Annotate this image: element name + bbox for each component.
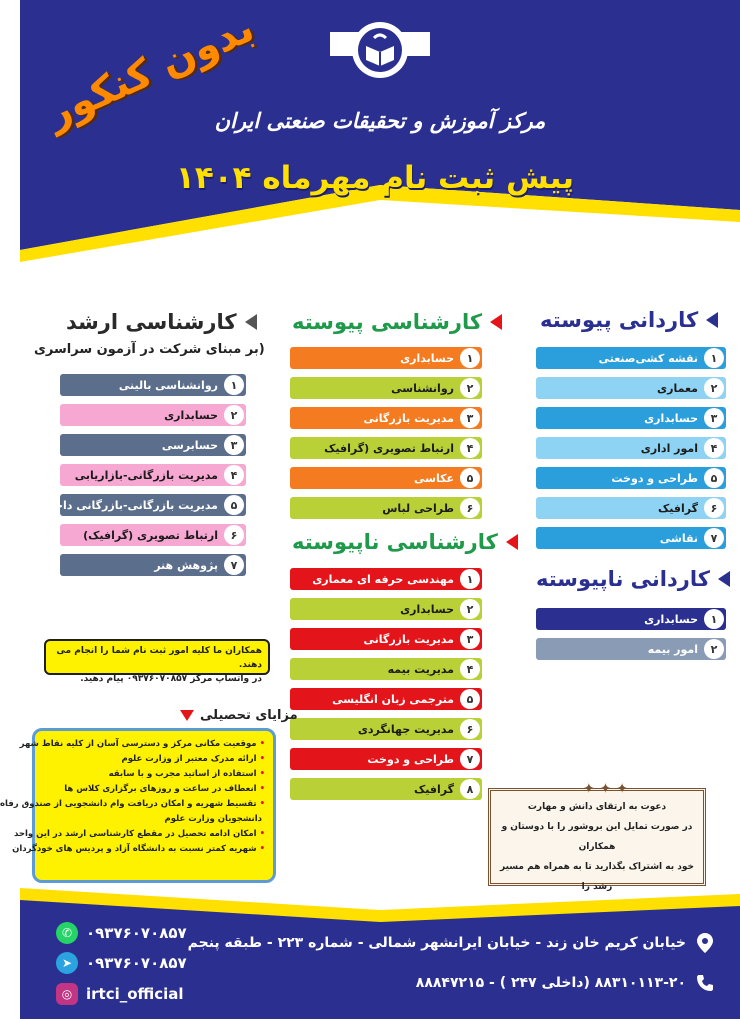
item-number: ۳ (224, 435, 244, 455)
org-name: مرکز آموزش و تحقیقات صنعتی ایران (214, 108, 546, 133)
item-number: ۶ (460, 719, 480, 739)
list-kardani-napeyvasteh (536, 608, 726, 668)
section-title-arshad: کارشناسی ارشد (66, 310, 257, 334)
phone-numbers: ۸۸۳۱۰۱۱۳-۲۰ (داخلی ۲۴۷ ) - ۸۸۸۴۷۲۱۵ (415, 975, 686, 991)
section-title-kardani-peyvasteh: کاردانی پیوسته (540, 308, 718, 332)
item-label: مدیریت بازرگانی-بازاریابی (74, 468, 218, 482)
list-item (536, 608, 726, 630)
item-number: ۸ (460, 779, 480, 799)
location-icon (694, 932, 716, 954)
item-label: طراحی و دوخت (611, 471, 698, 485)
item-label: مدیریت بازرگانی-بازرگانی داخلی (39, 498, 218, 512)
instagram-row[interactable] (56, 983, 184, 1005)
item-number: ۳ (704, 408, 724, 428)
list-item (290, 748, 482, 770)
item-label: امور اداری (640, 441, 698, 455)
item-label: مترجمی زبان انگلیسی (332, 692, 454, 706)
item-number: ۲ (704, 378, 724, 398)
triangle-icon (245, 314, 257, 330)
item-label: گرافیک (414, 782, 454, 796)
item-label: مهندسی حرفه ای معماری (312, 572, 454, 586)
item-number: ۱ (224, 375, 244, 395)
item-number: ۴ (460, 659, 480, 679)
item-number: ۶ (460, 498, 480, 518)
list-item (536, 467, 726, 489)
item-number: ۲ (460, 599, 480, 619)
list-item (536, 638, 726, 660)
address-row (188, 932, 716, 954)
bullet-icon: • (259, 739, 265, 749)
item-label: نقاشی (659, 531, 698, 545)
item-label: طراحی لباس (382, 501, 454, 515)
telegram-row[interactable] (56, 952, 187, 974)
list-item (60, 404, 246, 426)
bullet-icon: • (259, 769, 265, 779)
list-item (60, 524, 246, 546)
item-number: ۴ (460, 438, 480, 458)
list-item (290, 467, 482, 489)
item-label: مدیریت بیمه (387, 662, 454, 676)
item-number: ۳ (460, 629, 480, 649)
item-label: حسابداری (644, 612, 698, 626)
item-label: امور بیمه (647, 642, 698, 656)
bullet-icon: • (259, 784, 265, 794)
benefit-item: •موقعیت مکانی مرکز و دسترسی آسان از کلیه نقاط شهر (19, 739, 265, 749)
list-item (536, 497, 726, 519)
whatsapp-row[interactable] (56, 922, 187, 944)
item-label: حسابداری (400, 351, 454, 365)
list-item (290, 377, 482, 399)
list-item (290, 688, 482, 710)
item-label: حسابداری (400, 602, 454, 616)
item-label: مدیریت جهانگردی (357, 722, 454, 736)
center-logo-icon (330, 20, 430, 82)
item-number: ۱ (704, 609, 724, 629)
item-label: ارتباط تصویری (گرافیک) (83, 528, 218, 542)
bullet-icon: • (259, 829, 265, 839)
list-item (290, 598, 482, 620)
list-karshenasi-napeyvasteh (290, 568, 482, 808)
item-label: گرافیک (658, 501, 698, 515)
list-arshad (39, 374, 246, 584)
invite-box: ✦ ✦ ✦ دعوت به ارتقای دانش و مهارت در صورت تمایل این بروشور را با دوستان و همکاران خود به اشتراک بگذارید تا به همراه هم مسیر رشد را (488, 788, 706, 886)
item-number: ۵ (224, 495, 244, 515)
item-number: ۶ (224, 525, 244, 545)
triangle-icon (718, 571, 730, 587)
whatsapp-notice: همکاران ما کلیه امور ثبت نام شما را انجام می دهند. در واتساپ مرکز ۰۹۳۷۶۰۷۰۸۵۷ پیام دهید. (44, 639, 270, 675)
item-label: عکاسی (414, 471, 454, 485)
section-title-karshenasi-napeyvasteh: کارشناسی ناپیوسته (292, 530, 518, 554)
item-label: حسابرسی (161, 438, 218, 452)
list-item (60, 464, 246, 486)
list-item (290, 497, 482, 519)
benefit-item: •تقسیط شهریه و امکان دریافت وام دانشجویی از صندوق رفاه (0, 799, 265, 809)
address-text: خیابان کریم خان زند - خیابان ایرانشهر شمالی - شماره ۲۲۳ - طبقه پنجم (187, 935, 686, 951)
list-item (60, 554, 246, 576)
list-item (290, 658, 482, 680)
phone-row (416, 972, 716, 994)
whatsapp-icon: ✆ (56, 922, 78, 944)
bullet-icon: • (259, 844, 265, 854)
list-item (290, 407, 482, 429)
item-number: ۳ (460, 408, 480, 428)
list-item (536, 407, 726, 429)
list-item (290, 437, 482, 459)
item-number: ۲ (224, 405, 244, 425)
item-number: ۱ (460, 348, 480, 368)
item-label: حسابداری (644, 411, 698, 425)
list-item (290, 628, 482, 650)
list-item (290, 778, 482, 800)
item-number: ۴ (704, 438, 724, 458)
item-number: ۷ (704, 528, 724, 548)
item-label: نقشه کشی‌صنعتی (598, 351, 698, 365)
benefits-box (0, 728, 276, 883)
telegram-number: ۰۹۳۷۶۰۷۰۸۵۷ (86, 954, 187, 972)
section-title-kardani-napeyvasteh: کاردانی ناپیوسته (536, 567, 730, 591)
whatsapp-number: ۰۹۳۷۶۰۷۰۸۵۷ (86, 924, 187, 942)
list-item (290, 568, 482, 590)
list-item (39, 494, 246, 516)
item-number: ۵ (704, 468, 724, 488)
item-label: طراحی و دوخت (367, 752, 454, 766)
instagram-handle: irtci_official (86, 985, 184, 1003)
item-number: ۴ (224, 465, 244, 485)
item-label: مدیریت بازرگانی (363, 632, 454, 646)
triangle-icon (506, 534, 518, 550)
telegram-icon: ➤ (56, 952, 78, 974)
item-label: روانشناسی (391, 381, 454, 395)
benefit-item: •انعطاف در ساعت و روزهای برگزاری کلاس ها (64, 784, 265, 794)
item-label: معماری (657, 381, 698, 395)
arshad-note: (بر مبنای شرکت در آزمون سراسری (34, 342, 265, 357)
instagram-icon: ◎ (56, 983, 78, 1005)
triangle-icon (706, 312, 718, 328)
item-number: ۶ (704, 498, 724, 518)
benefit-item: دانشجویان وزارت علوم (164, 814, 262, 824)
no-exam-stamp: بدون کنکور (39, 4, 261, 138)
page-title: پیش ثبت نام مهرماه ۱۴۰۴ (175, 160, 575, 196)
list-item (536, 347, 726, 369)
list-karshenasi-peyvasteh (290, 347, 482, 527)
list-item (536, 377, 726, 399)
item-number: ۵ (460, 468, 480, 488)
benefits-title: مزایای تحصیلی (180, 708, 298, 723)
ornament-icon: ✦ ✦ ✦ (583, 781, 628, 797)
item-number: ۷ (460, 749, 480, 769)
list-item (536, 527, 726, 549)
item-label: ارتباط تصویری (گرافیک (324, 441, 454, 455)
item-label: مدیریت بازرگانی (363, 411, 454, 425)
item-number: ۱ (460, 569, 480, 589)
item-label: پژوهش هنر (154, 558, 218, 572)
benefit-item: •استفاده از اساتید مجرب و با سابقه (108, 769, 265, 779)
bullet-icon: • (259, 754, 265, 764)
item-label: حسابداری (164, 408, 218, 422)
item-label: روانشناسی بالینی (118, 378, 218, 392)
list-item (290, 347, 482, 369)
section-title-karshenasi-peyvasteh: کارشناسی پیوسته (292, 310, 502, 334)
item-number: ۲ (460, 378, 480, 398)
list-item (60, 434, 246, 456)
benefit-item: •شهریه کمتر نسبت به دانشگاه آزاد و پردیس های خودگردان (12, 844, 265, 854)
list-item (536, 437, 726, 459)
list-kardani-peyvasteh (536, 347, 726, 557)
list-item (60, 374, 246, 396)
item-number: ۷ (224, 555, 244, 575)
triangle-down-icon (180, 710, 194, 721)
benefit-item: •ارائه مدرک معتبر از وزارت علوم (121, 754, 265, 764)
triangle-icon (490, 314, 502, 330)
item-number: ۲ (704, 639, 724, 659)
list-item (290, 718, 482, 740)
item-number: ۵ (460, 689, 480, 709)
item-number: ۱ (704, 348, 724, 368)
phone-icon (694, 972, 716, 994)
bullet-icon: • (259, 799, 265, 809)
benefit-item: •امکان ادامه تحصیل در مقطع کارشناسی ارشد در این واحد (13, 829, 265, 839)
